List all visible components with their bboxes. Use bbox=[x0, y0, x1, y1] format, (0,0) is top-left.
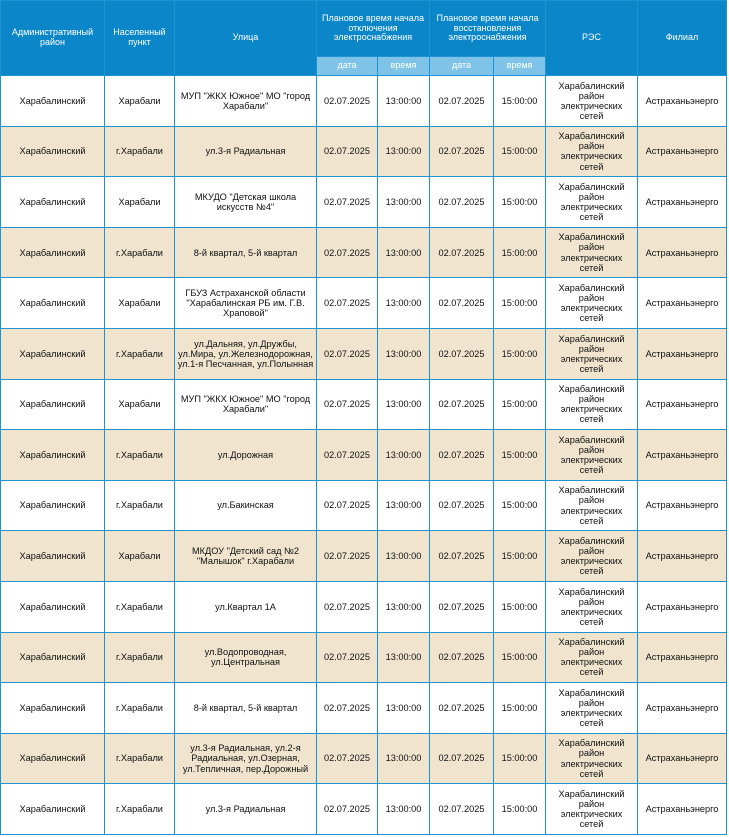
cell-settlement: г.Харабали bbox=[105, 480, 175, 531]
cell-off-date: 02.07.2025 bbox=[317, 430, 378, 481]
cell-on-date: 02.07.2025 bbox=[430, 227, 494, 278]
cell-off-time: 13:00:00 bbox=[378, 683, 430, 734]
cell-off-date: 02.07.2025 bbox=[317, 632, 378, 683]
cell-on-time: 15:00:00 bbox=[494, 379, 546, 430]
cell-branch: Астраханьэнерго bbox=[638, 733, 727, 784]
table-row bbox=[1, 784, 727, 835]
table-header bbox=[1, 1, 727, 76]
cell-off-time: 13:00:00 bbox=[378, 632, 430, 683]
cell-res: Харабалинский район электрических сетей bbox=[546, 227, 638, 278]
cell-district: Харабалинский bbox=[1, 227, 105, 278]
cell-settlement: г.Харабали bbox=[105, 632, 175, 683]
table-row bbox=[1, 480, 727, 531]
cell-on-date: 02.07.2025 bbox=[430, 379, 494, 430]
cell-on-date: 02.07.2025 bbox=[430, 328, 494, 379]
cell-on-time: 15:00:00 bbox=[494, 784, 546, 835]
cell-off-date: 02.07.2025 bbox=[317, 278, 378, 329]
cell-off-time: 13:00:00 bbox=[378, 784, 430, 835]
column-header-restore-time: Плановое время начала восстановления электроснабжения bbox=[430, 1, 546, 57]
cell-on-time: 15:00:00 bbox=[494, 227, 546, 278]
cell-off-time: 13:00:00 bbox=[378, 328, 430, 379]
cell-off-date: 02.07.2025 bbox=[317, 328, 378, 379]
cell-district: Харабалинский bbox=[1, 480, 105, 531]
cell-res: Харабалинский район электрических сетей bbox=[546, 177, 638, 228]
cell-street: 8-й квартал, 5-й квартал bbox=[175, 683, 317, 734]
cell-res: Харабалинский район электрических сетей bbox=[546, 328, 638, 379]
cell-street: ул.3-я Радиальная bbox=[175, 126, 317, 177]
table-row bbox=[1, 76, 727, 127]
cell-branch: Астраханьэнерго bbox=[638, 581, 727, 632]
cell-on-time: 15:00:00 bbox=[494, 177, 546, 228]
cell-district: Харабалинский bbox=[1, 430, 105, 481]
cell-settlement: г.Харабали bbox=[105, 328, 175, 379]
cell-branch: Астраханьэнерго bbox=[638, 126, 727, 177]
cell-off-time: 13:00:00 bbox=[378, 430, 430, 481]
cell-on-time: 15:00:00 bbox=[494, 278, 546, 329]
cell-off-time: 13:00:00 bbox=[378, 227, 430, 278]
cell-off-date: 02.07.2025 bbox=[317, 733, 378, 784]
cell-branch: Астраханьэнерго bbox=[638, 784, 727, 835]
cell-street: МКДОУ "Детский сад №2 "Малышок" г.Харабали bbox=[175, 531, 317, 582]
table-row bbox=[1, 177, 727, 228]
cell-off-date: 02.07.2025 bbox=[317, 480, 378, 531]
cell-on-time: 15:00:00 bbox=[494, 126, 546, 177]
cell-branch: Астраханьэнерго bbox=[638, 227, 727, 278]
cell-branch: Астраханьэнерго bbox=[638, 683, 727, 734]
cell-district: Харабалинский bbox=[1, 581, 105, 632]
cell-on-date: 02.07.2025 bbox=[430, 126, 494, 177]
cell-street: ул.3-я Радиальная bbox=[175, 784, 317, 835]
cell-street: ул.3-я Радиальная, ул.2-я Радиальная, ул.Озерная, ул.Тепличная, пер.Дорожный bbox=[175, 733, 317, 784]
cell-street: МКУДО "Детская школа искусств №4" bbox=[175, 177, 317, 228]
cell-district: Харабалинский bbox=[1, 683, 105, 734]
table-row bbox=[1, 227, 727, 278]
cell-district: Харабалинский bbox=[1, 784, 105, 835]
cell-off-time: 13:00:00 bbox=[378, 126, 430, 177]
cell-settlement: Харабали bbox=[105, 177, 175, 228]
cell-settlement: г.Харабали bbox=[105, 683, 175, 734]
cell-branch: Астраханьэнерго bbox=[638, 278, 727, 329]
cell-off-date: 02.07.2025 bbox=[317, 531, 378, 582]
column-header-branch: Филиал bbox=[638, 1, 727, 76]
cell-district: Харабалинский bbox=[1, 177, 105, 228]
column-header-settlement: Населенный пункт bbox=[105, 1, 175, 76]
cell-on-time: 15:00:00 bbox=[494, 328, 546, 379]
table-row bbox=[1, 632, 727, 683]
cell-on-date: 02.07.2025 bbox=[430, 581, 494, 632]
cell-res: Харабалинский район электрических сетей bbox=[546, 784, 638, 835]
cell-branch: Астраханьэнерго bbox=[638, 328, 727, 379]
cell-off-time: 13:00:00 bbox=[378, 177, 430, 228]
cell-street: 8-й квартал, 5-й квартал bbox=[175, 227, 317, 278]
cell-district: Харабалинский bbox=[1, 531, 105, 582]
cell-on-date: 02.07.2025 bbox=[430, 430, 494, 481]
table-body bbox=[1, 76, 727, 835]
cell-res: Харабалинский район электрических сетей bbox=[546, 480, 638, 531]
cell-street: МУП "ЖКХ Южное" МО "город Харабали" bbox=[175, 379, 317, 430]
cell-settlement: г.Харабали bbox=[105, 126, 175, 177]
table-row bbox=[1, 531, 727, 582]
cell-branch: Астраханьэнерго bbox=[638, 76, 727, 127]
table-row bbox=[1, 328, 727, 379]
table-row bbox=[1, 278, 727, 329]
cell-on-time: 15:00:00 bbox=[494, 76, 546, 127]
cell-res: Харабалинский район электрических сетей bbox=[546, 581, 638, 632]
table-row bbox=[1, 683, 727, 734]
cell-district: Харабалинский bbox=[1, 278, 105, 329]
subheader-off-date: дата bbox=[317, 57, 378, 76]
cell-res: Харабалинский район электрических сетей bbox=[546, 76, 638, 127]
cell-street: МУП "ЖКХ Южное" МО "город Харабали" bbox=[175, 76, 317, 127]
cell-res: Харабалинский район электрических сетей bbox=[546, 531, 638, 582]
cell-settlement: г.Харабали bbox=[105, 733, 175, 784]
cell-branch: Астраханьэнерго bbox=[638, 531, 727, 582]
cell-district: Харабалинский bbox=[1, 733, 105, 784]
subheader-on-date: дата bbox=[430, 57, 494, 76]
cell-district: Харабалинский bbox=[1, 126, 105, 177]
cell-branch: Астраханьэнерго bbox=[638, 480, 727, 531]
cell-off-time: 13:00:00 bbox=[378, 278, 430, 329]
table-row bbox=[1, 430, 727, 481]
cell-res: Харабалинский район электрических сетей bbox=[546, 278, 638, 329]
cell-on-date: 02.07.2025 bbox=[430, 76, 494, 127]
cell-off-time: 13:00:00 bbox=[378, 733, 430, 784]
cell-settlement: Харабали bbox=[105, 278, 175, 329]
column-header-district: Административный район bbox=[1, 1, 105, 76]
cell-off-date: 02.07.2025 bbox=[317, 379, 378, 430]
cell-settlement: Харабали bbox=[105, 76, 175, 127]
cell-res: Харабалинский район электрических сетей bbox=[546, 430, 638, 481]
cell-settlement: г.Харабали bbox=[105, 430, 175, 481]
cell-on-date: 02.07.2025 bbox=[430, 733, 494, 784]
cell-on-date: 02.07.2025 bbox=[430, 278, 494, 329]
cell-on-time: 15:00:00 bbox=[494, 733, 546, 784]
cell-res: Харабалинский район электрических сетей bbox=[546, 632, 638, 683]
cell-district: Харабалинский bbox=[1, 76, 105, 127]
cell-on-time: 15:00:00 bbox=[494, 581, 546, 632]
cell-res: Харабалинский район электрических сетей bbox=[546, 379, 638, 430]
cell-on-time: 15:00:00 bbox=[494, 632, 546, 683]
cell-off-time: 13:00:00 bbox=[378, 480, 430, 531]
cell-res: Харабалинский район электрических сетей bbox=[546, 126, 638, 177]
cell-district: Харабалинский bbox=[1, 632, 105, 683]
cell-district: Харабалинский bbox=[1, 328, 105, 379]
cell-off-date: 02.07.2025 bbox=[317, 683, 378, 734]
cell-off-date: 02.07.2025 bbox=[317, 126, 378, 177]
cell-settlement: Харабали bbox=[105, 379, 175, 430]
cell-on-date: 02.07.2025 bbox=[430, 177, 494, 228]
cell-on-date: 02.07.2025 bbox=[430, 480, 494, 531]
cell-street: ул.Дорожная bbox=[175, 430, 317, 481]
cell-branch: Астраханьэнерго bbox=[638, 177, 727, 228]
cell-res: Харабалинский район электрических сетей bbox=[546, 683, 638, 734]
cell-on-time: 15:00:00 bbox=[494, 480, 546, 531]
cell-off-date: 02.07.2025 bbox=[317, 784, 378, 835]
subheader-off-time: время bbox=[378, 57, 430, 76]
cell-district: Харабалинский bbox=[1, 379, 105, 430]
cell-settlement: г.Харабали bbox=[105, 227, 175, 278]
cell-street: ГБУЗ Астраханской области "Харабалинская РБ им. Г.В. Храповой" bbox=[175, 278, 317, 329]
cell-branch: Астраханьэнерго bbox=[638, 430, 727, 481]
cell-off-date: 02.07.2025 bbox=[317, 227, 378, 278]
cell-settlement: Харабали bbox=[105, 531, 175, 582]
cell-street: ул.Бакинская bbox=[175, 480, 317, 531]
column-header-res: РЭС bbox=[546, 1, 638, 76]
cell-on-date: 02.07.2025 bbox=[430, 531, 494, 582]
cell-settlement: г.Харабали bbox=[105, 784, 175, 835]
cell-on-date: 02.07.2025 bbox=[430, 683, 494, 734]
cell-street: ул.Водопроводная, ул.Центральная bbox=[175, 632, 317, 683]
cell-street: ул.Квартал 1А bbox=[175, 581, 317, 632]
cell-on-date: 02.07.2025 bbox=[430, 632, 494, 683]
cell-off-date: 02.07.2025 bbox=[317, 581, 378, 632]
table-row bbox=[1, 733, 727, 784]
cell-on-time: 15:00:00 bbox=[494, 683, 546, 734]
subheader-on-time: время bbox=[494, 57, 546, 76]
column-header-street: Улица bbox=[175, 1, 317, 76]
cell-branch: Астраханьэнерго bbox=[638, 379, 727, 430]
cell-branch: Астраханьэнерго bbox=[638, 632, 727, 683]
cell-res: Харабалинский район электрических сетей bbox=[546, 733, 638, 784]
table-row bbox=[1, 126, 727, 177]
cell-off-time: 13:00:00 bbox=[378, 581, 430, 632]
column-header-off-time: Плановое время начала отключения электроснабжения bbox=[317, 1, 430, 57]
table-row bbox=[1, 379, 727, 430]
cell-off-date: 02.07.2025 bbox=[317, 177, 378, 228]
cell-off-date: 02.07.2025 bbox=[317, 76, 378, 127]
cell-off-time: 13:00:00 bbox=[378, 76, 430, 127]
table-row bbox=[1, 581, 727, 632]
cell-on-time: 15:00:00 bbox=[494, 430, 546, 481]
cell-on-date: 02.07.2025 bbox=[430, 784, 494, 835]
cell-on-time: 15:00:00 bbox=[494, 531, 546, 582]
cell-street: ул.Дальняя, ул.Дружбы, ул.Мира, ул.Железнодорожная, ул.1-я Песчанная, ул.Полынная bbox=[175, 328, 317, 379]
cell-off-time: 13:00:00 bbox=[378, 531, 430, 582]
cell-settlement: г.Харабали bbox=[105, 581, 175, 632]
cell-off-time: 13:00:00 bbox=[378, 379, 430, 430]
